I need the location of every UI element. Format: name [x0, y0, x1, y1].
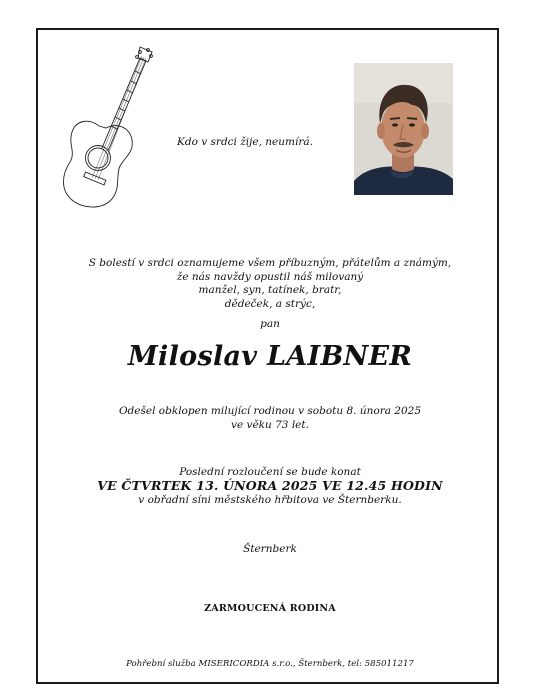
deceased-name: Miloslav LAIBNER: [127, 341, 413, 372]
signature: ZARMOUCENÁ RODINA: [204, 603, 336, 614]
guitar-icon: [54, 44, 154, 212]
death-info-line: ve věku 73 let.: [231, 418, 309, 431]
announcement-line: manžel, syn, tatínek, bratr,: [198, 284, 342, 297]
farewell-place: v obřadní síni městského hřbitova ve Šternberku.: [138, 494, 402, 506]
motto: Kdo v srdci žije, neumírá.: [177, 136, 313, 148]
announcement-line: že nás navždy opustil náš milovaný: [176, 270, 364, 283]
farewell-date-time: VE ČTVRTEK 13. ÚNORA 2025 VE 12.45 HODIN: [97, 478, 443, 493]
salutation: pan: [260, 318, 280, 330]
city: Šternberk: [243, 543, 297, 555]
portrait-photo: [354, 63, 453, 195]
announcement-line: S bolestí v srdci oznamujeme všem příbuzným, přátelům a známým,: [88, 257, 452, 269]
announcement: [60, 257, 480, 311]
funeral-service-footer: Pohřební služba MISERICORDIA s.r.o., Šternberk, tel: 585011217: [126, 659, 414, 669]
death-info: [60, 405, 480, 432]
farewell-intro: Poslední rozloučení se bude konat: [179, 466, 361, 478]
announcement-line: dědeček, a strýc,: [224, 297, 316, 310]
death-info-line: Odešel obklopen milující rodinou v sobotu 8. února 2025: [118, 405, 422, 417]
